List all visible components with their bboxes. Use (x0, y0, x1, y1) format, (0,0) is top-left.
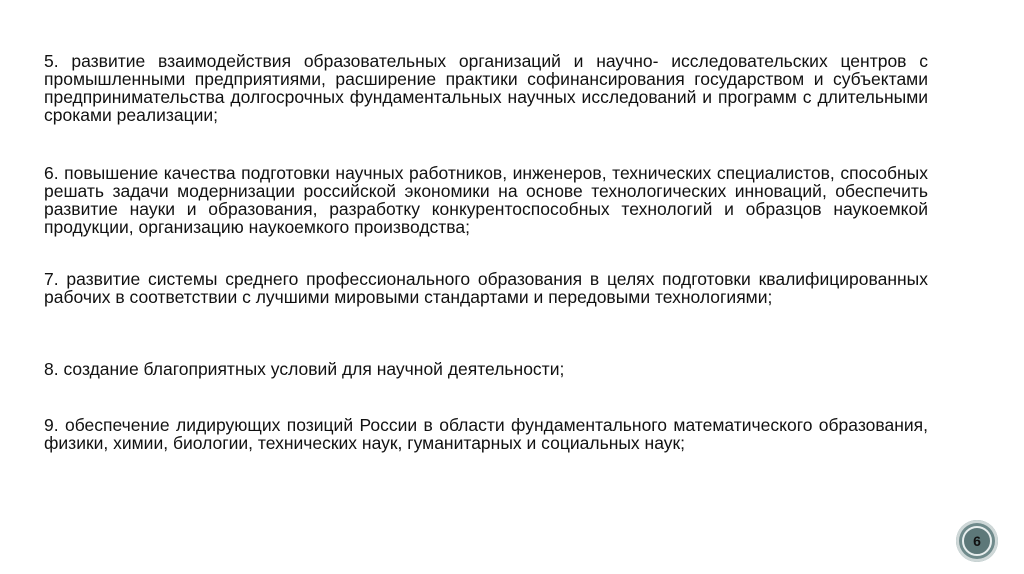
page-number-badge (956, 520, 998, 562)
list-item-8: 8. создание благоприятных условий для научной деятельности; (44, 359, 565, 379)
page-number: 6 (973, 533, 981, 549)
list-item-7: 7. развитие системы среднего профессионального образования в целях подготовки квалифицированных рабочих в соответствии с лучшими мировыми стандартами и передовыми технологиями; (44, 269, 928, 307)
list-item-6: 6. повышение качества подготовки научных работников, инженеров, технических специалистов, способных решать задачи модернизации российской экономики на основе технологических инноваций, обеспечить развитие науки и образования, разработку конкурентоспособных технологий и образцов наукоемкой продукции, организацию наукоемкого производства; (44, 163, 928, 237)
list-item-9: 9. обеспечение лидирующих позиций России в области фундаментального математического образования, физики, химии, биологии, технических наук, гуманитарных и социальных наук; (44, 415, 928, 453)
list-item-5: 5. развитие взаимодействия образовательных организаций и научно- исследовательских центров с промышленными предприятиями, расширение практики софинансирования государством и субъектами предпринимательства долгосрочных фундаментальных научных исследований и программ с длительными сроками реализации; (44, 51, 928, 125)
